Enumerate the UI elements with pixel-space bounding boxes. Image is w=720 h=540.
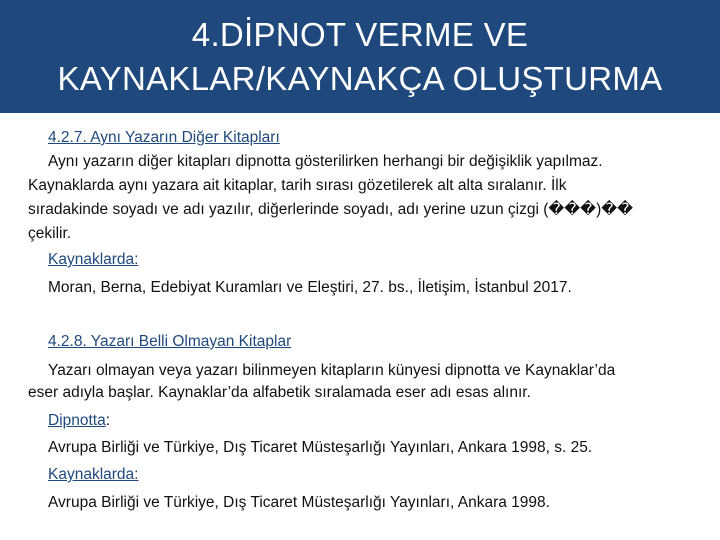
slide-title-line-1: 4.DİPNOT VERME VE [191, 15, 529, 53]
paragraph-line: çekilir. [28, 225, 72, 242]
footnote-label: Dipnotta [48, 412, 106, 429]
paragraph-line: Kaynaklarda aynı yazara ait kitaplar, tarih sırası gözetilerek alt alta sıralanır. İlk [28, 177, 567, 194]
sources-label: Kaynaklarda: [48, 466, 139, 483]
slide-title-bar [0, 0, 720, 113]
paragraph-line: Yazarı olmayan veya yazarı bilinmeyen kitapların künyesi dipnotta ve Kaynaklar’da [48, 362, 616, 379]
paragraph-line: Aynı yazarın diğer kitapları dipnotta gösterilirken herhangi bir değişiklik yapılmaz. [48, 153, 603, 170]
footnote-example: Avrupa Birliği ve Türkiye, Dış Ticaret Müsteşarlığı Yayınları, Ankara 1998, s. 25. [48, 439, 593, 456]
footnote-label-row [48, 409, 110, 433]
sources-label: Kaynaklarda: [48, 251, 139, 268]
sources-example: Avrupa Birliği ve Türkiye, Dış Ticaret Müsteşarlığı Yayınları, Ankara 1998. [48, 494, 550, 511]
paragraph-line: sıradakinde soyadı ve adı yazılır, diğerlerinde soyadı, adı yerine uzun çizgi (���)�� [28, 201, 634, 218]
paragraph-line: eser adıyla başlar. Kaynaklar’da alfabetik sıralamada eser adı esas alınır. [28, 384, 531, 401]
footnote-colon: : [105, 412, 111, 429]
section-heading-same-author: 4.2.7. Aynı Yazarın Diğer Kitapları [48, 129, 280, 146]
section-heading-unknown-author: 4.2.8. Yazarı Belli Olmayan Kitaplar [48, 333, 292, 350]
example-citation: Moran, Berna, Edebiyat Kuramları ve Eleştiri, 27. bs., İletişim, İstanbul 2017. [48, 279, 572, 296]
slide-title-line-2: KAYNAKLAR/KAYNAKÇA OLUŞTURMA [57, 59, 663, 97]
